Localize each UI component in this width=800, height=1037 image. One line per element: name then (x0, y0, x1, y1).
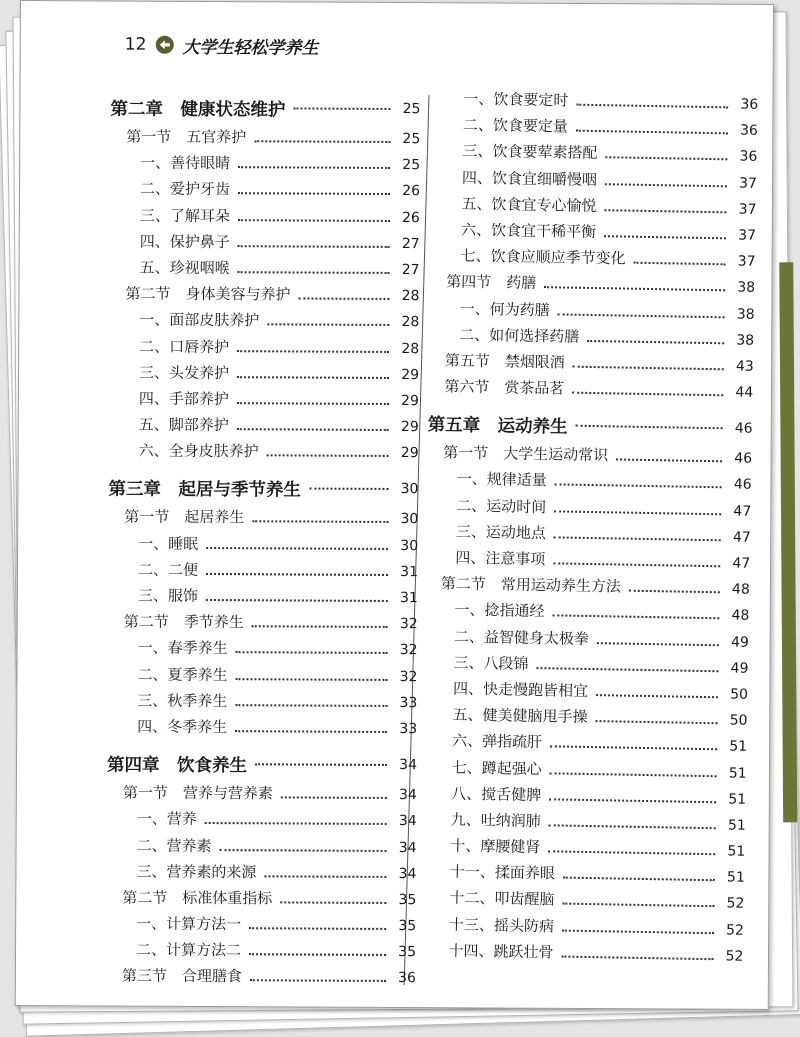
toc-entry-label: 二、如何选择药膳 (459, 325, 580, 346)
toc-entry-label: 十二、叩齿醒脑 (449, 889, 555, 909)
dot-leader (576, 104, 728, 109)
toc-entry-label: 三、八段锦 (453, 653, 529, 673)
dot-leader (553, 562, 720, 567)
dot-leader (238, 245, 390, 248)
toc-entry-page-number: 46 (734, 420, 753, 438)
toc-entry-page-number: 37 (738, 201, 757, 218)
toc-section-entry[interactable] (106, 886, 416, 914)
toc-entry-page-number: 47 (733, 503, 752, 520)
dot-leader (573, 366, 724, 371)
toc-entry-page-number: 29 (401, 366, 420, 383)
toc-entry-page-number: 28 (401, 340, 420, 357)
dot-leader (629, 590, 720, 594)
dot-leader (252, 625, 388, 628)
toc-entry-label: 一、计算方法一 (136, 914, 242, 934)
back-arrow-icon (154, 35, 174, 55)
toc-entry-page-number: 36 (398, 970, 416, 987)
toc-entry-label: 第二节 季节养生 (123, 612, 244, 632)
toc-entry-page-number: 34 (398, 865, 417, 882)
dot-leader (205, 822, 387, 825)
toc-entry-page-number: 37 (737, 253, 756, 270)
toc-entry-page-number: 29 (400, 419, 419, 436)
dot-leader (206, 573, 388, 576)
toc-entry-label: 一、睡眠 (138, 534, 199, 553)
dot-leader (237, 402, 389, 405)
toc-entry-label: 三、了解耳朵 (139, 206, 230, 225)
toc-entry-label: 一、捻指通经 (454, 601, 545, 621)
dot-leader (554, 510, 721, 515)
toc-entry-page-number: 47 (732, 529, 751, 546)
toc-list-right (418, 87, 758, 971)
toc-entry-label: 第一节 起居养生 (124, 508, 245, 527)
toc-entry-label: 六、全身皮肤养护 (138, 441, 259, 461)
toc-entry-label: 第二节 常用运动养生方法 (440, 574, 622, 596)
toc-list-left (106, 90, 421, 993)
toc-item-entry[interactable] (110, 256, 420, 284)
toc-entry-label: 五、健美健脑甩手操 (452, 705, 588, 727)
toc-left-column (106, 86, 421, 993)
toc-entry-page-number: 37 (738, 227, 757, 244)
toc-item-entry[interactable] (110, 152, 420, 180)
toc-entry-label: 九、吐纳润肺 (450, 810, 541, 831)
toc-entry-page-number: 44 (735, 384, 754, 401)
toc-entry-label: 第五节 禁烟限酒 (444, 351, 565, 372)
toc-entry-label: 四、冬季养生 (137, 717, 228, 737)
toc-entry-label: 第一节 大学生运动常识 (443, 443, 609, 465)
toc-item-entry[interactable] (107, 663, 417, 691)
dot-leader (280, 901, 386, 904)
toc-entry-label: 五、珍视咽喉 (139, 258, 230, 278)
dot-leader (550, 746, 717, 751)
dot-leader (237, 350, 389, 353)
dot-leader (544, 286, 725, 291)
dot-leader (604, 235, 726, 239)
toc-entry-page-number: 51 (729, 738, 748, 756)
toc-entry-page-number: 31 (400, 563, 419, 580)
dot-leader (587, 340, 724, 344)
toc-entry-label: 二、饮食要定量 (462, 115, 569, 136)
toc-entry-label: 第四章 饮食养生 (106, 755, 248, 776)
dot-leader (634, 262, 726, 266)
toc-entry-label: 一、饮食要定时 (463, 89, 569, 110)
dot-leader (548, 850, 715, 855)
dot-leader (235, 704, 387, 707)
toc-entry-page-number: 28 (401, 288, 420, 305)
toc-chapter-entry[interactable] (107, 746, 417, 784)
toc-entry-label: 第四节 药膳 (446, 272, 537, 293)
dot-leader (596, 694, 718, 698)
toc-item-entry[interactable] (107, 808, 417, 836)
toc-item-entry[interactable] (110, 178, 420, 206)
dot-leader (236, 652, 388, 655)
toc-entry-label: 二、营养素 (136, 836, 212, 855)
dot-leader (255, 763, 387, 766)
toc-item-entry[interactable] (109, 335, 419, 363)
dot-leader (238, 271, 390, 274)
toc-entry-label: 第一节 五官养护 (126, 127, 247, 147)
toc-entry-label: 十三、摇头防病 (448, 915, 555, 936)
toc-chapter-entry[interactable] (108, 470, 418, 508)
toc-entry-page-number: 30 (400, 481, 419, 498)
dot-leader (552, 615, 719, 620)
dot-leader (558, 313, 725, 318)
dot-leader (616, 459, 722, 463)
toc-entry-page-number: 38 (736, 332, 755, 349)
dot-leader (281, 797, 387, 800)
dot-leader (549, 798, 716, 803)
toc-entry-page-number: 34 (399, 757, 418, 774)
dot-leader (561, 955, 713, 960)
toc-section-entry[interactable] (110, 126, 420, 154)
toc-entry-page-number: 51 (728, 791, 747, 808)
toc-entry-label: 一、营养 (136, 809, 197, 829)
toc-entry-label: 四、保护鼻子 (139, 232, 230, 251)
toc-entry-page-number: 38 (736, 306, 755, 323)
dot-leader (605, 157, 727, 161)
toc-item-entry[interactable] (110, 230, 420, 258)
dot-leader (596, 720, 718, 724)
toc-entry-page-number: 38 (737, 279, 756, 297)
dot-leader (220, 849, 387, 852)
toc-entry-page-number: 36 (739, 148, 758, 166)
toc-entry-label: 一、规律适量 (456, 470, 547, 490)
toc-entry-label: 三、服饰 (137, 586, 198, 605)
toc-entry-label: 一、春季养生 (137, 639, 228, 658)
dot-leader (536, 667, 718, 672)
cover-accent-strip (779, 262, 797, 822)
page-header (125, 32, 319, 59)
toc-item-entry[interactable] (109, 414, 419, 442)
toc-entry-page-number: 49 (730, 634, 750, 651)
dot-leader (249, 927, 386, 930)
toc-entry-label: 一、善待眼睛 (140, 153, 231, 173)
toc-entry-label: 第二节 标准体重指标 (122, 888, 273, 908)
toc-entry-page-number: 25 (402, 157, 421, 174)
toc-entry-label: 五、饮食宜专心愉悦 (461, 194, 597, 215)
dot-leader (554, 536, 721, 541)
toc-entry-label: 十一、揉面养眼 (449, 862, 556, 883)
toc-entry-label: 第三节 合理膳食 (121, 967, 242, 986)
toc-entry-label: 第三章 起居与季节养生 (108, 479, 301, 501)
toc-right-column (418, 87, 758, 971)
toc-entry-label: 三、秋季养生 (137, 691, 228, 710)
toc-entry-page-number: 51 (727, 843, 746, 860)
toc-entry-label: 二、爱护牙齿 (139, 180, 231, 199)
toc-entry-page-number: 34 (398, 813, 417, 830)
dot-leader (237, 376, 389, 379)
toc-entry-label: 第五章 运动养生 (427, 414, 568, 438)
toc-entry-page-number: 48 (731, 607, 750, 625)
toc-entry-page-number: 48 (731, 581, 750, 598)
toc-section-entry[interactable] (428, 375, 753, 407)
dot-leader (293, 107, 390, 110)
toc-section-entry[interactable] (106, 965, 416, 993)
toc-entry-page-number: 52 (726, 895, 745, 913)
toc-entry-label: 二、计算方法二 (135, 940, 242, 960)
toc-entry-page-number: 26 (402, 183, 421, 200)
toc-entry-label: 十、摩腰健肾 (450, 836, 541, 857)
toc-entry-page-number: 30 (400, 537, 419, 554)
toc-item-entry[interactable] (109, 440, 419, 468)
dot-leader (604, 209, 726, 213)
toc-entry-page-number: 31 (400, 590, 418, 607)
toc-entry-label: 二、口唇养护 (139, 337, 230, 356)
toc-entry-label: 第六节 赏茶品茗 (444, 377, 565, 398)
dot-leader (238, 219, 390, 222)
toc-entry-page-number: 34 (398, 787, 417, 804)
dot-leader (264, 875, 386, 878)
dot-leader (298, 298, 389, 300)
toc-entry-page-number: 30 (400, 511, 419, 528)
toc-entry-label: 六、弹指疏肝 (451, 731, 543, 752)
dot-leader (206, 547, 388, 550)
dot-leader (563, 877, 715, 882)
toc-entry-page-number: 52 (725, 922, 745, 939)
toc-entry-label: 四、快走慢跑皆相宜 (452, 679, 589, 700)
toc-entry-page-number: 50 (729, 712, 748, 729)
toc-entry-page-number: 27 (401, 235, 420, 252)
toc-entry-label: 十四、跳跃壮骨 (448, 941, 554, 962)
toc-entry-page-number: 32 (399, 642, 418, 659)
toc-entry-label: 七、饮食应顺应季节变化 (460, 246, 626, 268)
toc-entry-page-number: 32 (399, 668, 418, 685)
toc-chapter-entry[interactable] (427, 405, 753, 447)
toc-item-entry[interactable] (108, 558, 418, 586)
toc-item-entry[interactable] (109, 361, 419, 389)
dot-leader (267, 324, 389, 327)
dot-leader (250, 980, 386, 983)
toc-entry-page-number: 25 (402, 101, 421, 118)
toc-entry-page-number: 36 (739, 122, 758, 140)
toc-entry-page-number: 49 (730, 660, 749, 677)
toc-entry-label: 二、运动时间 (456, 496, 547, 516)
toc-entry-label: 三、饮食要荤素搭配 (462, 142, 598, 163)
toc-entry-page-number: 25 (402, 131, 421, 148)
toc-item-entry[interactable] (106, 913, 416, 941)
toc-entry-page-number: 28 (401, 314, 420, 331)
toc-item-entry[interactable] (107, 715, 417, 743)
dot-leader (267, 455, 389, 458)
dot-leader (576, 425, 723, 430)
toc-section-entry[interactable] (108, 611, 418, 639)
toc-entry-page-number: 35 (398, 944, 417, 961)
dot-leader (605, 183, 727, 187)
toc-entry-page-number: 37 (738, 175, 758, 192)
toc-entry-page-number: 43 (735, 358, 754, 375)
toc-entry-page-number: 51 (727, 817, 746, 834)
dot-leader (597, 642, 719, 646)
toc-entry-page-number: 35 (398, 918, 417, 935)
toc-entry-label: 八、搅舌健脾 (451, 784, 542, 804)
toc-entry-page-number: 46 (733, 476, 752, 494)
toc-entry-label: 四、手部养护 (138, 389, 229, 409)
toc-entry-label: 第二节 身体美容与养护 (125, 284, 291, 304)
toc-entry-label: 三、头发养护 (139, 363, 230, 382)
toc-item-entry[interactable] (106, 939, 416, 967)
dot-leader (206, 599, 388, 602)
toc-entry-page-number: 27 (401, 261, 420, 279)
dot-leader (572, 392, 723, 397)
toc-section-entry[interactable] (109, 283, 419, 311)
dot-leader (238, 166, 390, 169)
toc-entry-label: 三、营养素的来源 (136, 862, 257, 881)
toc-item-entry[interactable] (106, 860, 416, 888)
dot-leader (249, 953, 386, 956)
toc-item-entry[interactable] (108, 637, 418, 665)
toc-entry-label: 七、蹲起强心 (451, 758, 542, 778)
toc-entry-label: 第一节 营养与营养素 (122, 783, 273, 803)
toc-entry-page-number: 29 (400, 445, 419, 462)
dot-leader (237, 428, 389, 431)
toc-entry-page-number: 50 (730, 686, 749, 703)
toc-entry-page-number: 47 (732, 555, 751, 572)
toc-entry-page-number: 32 (399, 616, 418, 633)
toc-item-entry[interactable] (110, 204, 420, 232)
toc-entry-label: 六、饮食宜干稀平衡 (460, 220, 597, 241)
toc-section-entry[interactable] (108, 506, 418, 534)
toc-entry-label: 四、饮食宜细嚼慢咽 (461, 168, 598, 189)
toc-entry-page-number: 51 (726, 869, 745, 886)
toc-item-entry[interactable] (108, 532, 418, 560)
toc-entry-page-number: 52 (725, 948, 744, 965)
page-number: 12 (124, 34, 147, 55)
toc-entry-page-number: 33 (399, 694, 418, 711)
toc-entry-label: 四、注意事项 (455, 548, 546, 569)
toc-entry-label: 二、夏季养生 (137, 665, 228, 684)
toc-entry-label: 二、益智健身太极拳 (453, 627, 590, 648)
toc-entry-label: 第二章 健康状态维护 (110, 99, 286, 120)
toc-entry-label: 二、二便 (137, 560, 199, 579)
dot-leader (238, 193, 390, 196)
toc-item-entry[interactable] (108, 584, 418, 612)
toc-entry-page-number: 29 (401, 392, 419, 409)
toc-entry-page-number: 46 (734, 450, 753, 468)
dot-leader (252, 521, 388, 524)
toc-item-entry[interactable] (109, 387, 419, 415)
toc-entry-page-number: 33 (399, 720, 418, 738)
toc-chapter-entry[interactable] (110, 90, 420, 128)
dot-leader (309, 488, 389, 490)
toc-item-entry[interactable] (107, 834, 417, 862)
toc-entry-page-number: 51 (728, 764, 747, 782)
toc-entry-page-number: 35 (398, 891, 417, 908)
toc-entry-label: 三、运动地点 (455, 522, 546, 543)
dot-leader (562, 903, 714, 908)
toc-entry-page-number: 34 (398, 839, 417, 856)
toc-section-entry[interactable] (107, 782, 417, 810)
toc-entry-page-number: 36 (740, 96, 759, 113)
dot-leader (254, 140, 390, 143)
dot-leader (550, 772, 717, 777)
dot-leader (549, 824, 716, 829)
book-title: 大学生轻松学养生 (182, 37, 319, 59)
toc-entry-label: 一、面部皮肤养护 (139, 310, 260, 330)
toc-item-entry[interactable] (109, 309, 419, 337)
dot-leader (235, 730, 387, 733)
toc-entry-page-number: 26 (402, 209, 420, 226)
toc-item-entry[interactable] (107, 689, 417, 717)
dot-leader (555, 484, 722, 489)
dot-leader (576, 130, 728, 135)
toc-item-entry[interactable] (418, 939, 743, 971)
toc-entry-label: 五、脚部养护 (138, 415, 229, 435)
toc-page (15, 0, 774, 1010)
toc-entry-label: 一、何为药膳 (459, 299, 550, 319)
dot-leader (562, 929, 714, 934)
dot-leader (235, 678, 387, 681)
